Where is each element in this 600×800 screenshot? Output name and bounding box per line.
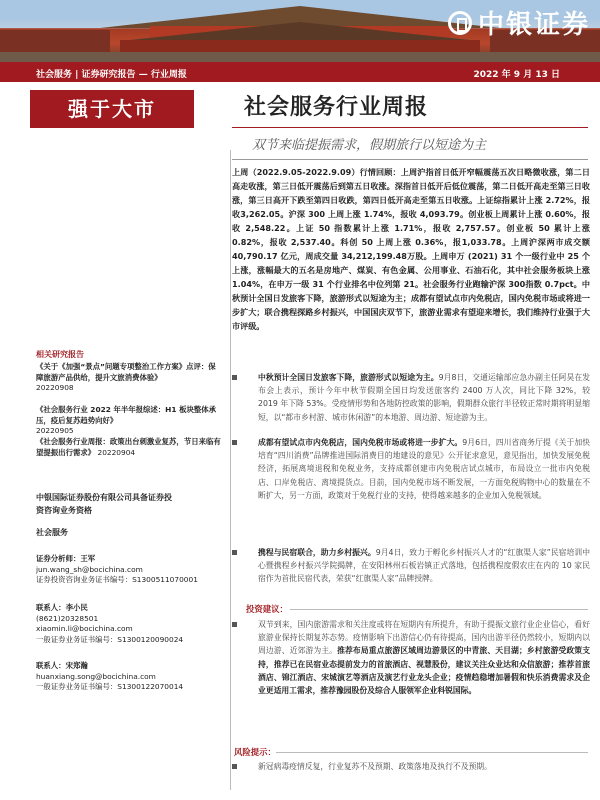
analyst-block <box>36 661 222 693</box>
report-subtitle: 双节来临提振需求，假期旅行以短途为主 <box>252 138 487 153</box>
related-heading: 相关研究报告 <box>36 350 84 359</box>
title-divider <box>232 127 588 128</box>
report-date: 2022 年 9 月 13 日 <box>473 70 560 80</box>
invest-heading: 投资建议： <box>246 604 288 614</box>
company-logo <box>448 4 590 41</box>
page-title: 社会服务行业周报 <box>244 94 429 120</box>
bullet-heading: 携程与民宿联合，助力乡村振兴。 <box>258 548 376 557</box>
related-item[interactable] <box>36 362 222 394</box>
sector-label: 社会服务 <box>36 528 68 537</box>
analyst-block <box>36 603 222 645</box>
bullet-item <box>232 546 590 586</box>
subtitle-divider <box>232 159 588 160</box>
section-divider <box>276 752 588 753</box>
bullet-icon <box>232 375 237 380</box>
analyst-cert: 一般证券业务证书编号：S1300120090024 <box>36 634 184 644</box>
column-divider <box>230 150 231 790</box>
bullet-icon <box>232 764 237 769</box>
bullet-heading: 成都有望试点市内免税店，国内免税市场或将进一步扩大。 <box>258 438 463 447</box>
analyst-block <box>36 554 222 586</box>
rating-badge: 强于大市 <box>30 90 194 128</box>
invest-recommendations: 推荐布局重点旅游区域周边游景区的中青旅、天目湖；乡村旅游受政策支持，推荐已在民宿业态提前发力的首旅酒店、视慧股份，建议关注众业达和众信旅游；推荐首旅酒店、锦江酒店、宋城演艺等酒店及演艺行业龙头企业；疫情趋稳增加暑假和快乐消费需求及企业更适用工需求，推荐豫园股份及综合人服领军企业科锐国际。 <box>258 646 591 696</box>
analyst-role: 联系人： <box>36 603 66 612</box>
risk-body: 新冠病毒疫情反复，行业复苏不及预期、政策落地及执行不及预期。 <box>258 762 492 771</box>
related-title: 《社会服务行业周报：政策出台刺激业复苏，节日来临有望提振出行需求》 <box>36 437 221 457</box>
analyst-email[interactable]: huanxiang.song@bocichina.com <box>36 671 156 681</box>
bullet-body: 9月6日，四川省商务厅提《关于加快培育“四川消费”品牌推进国际消费目的地建设的意见》公开征求意见，意见指出，加快发展免税经济，拓展离境退税和免税业务，支持成都创建市内免税店试点城市，布局设立一批市内免税店、口岸免税店、离境提货点。目前，国内免税市场不断发展，一方面免税购物中心的数量在不断扩大，另一方面，政策对于免税行业的支持，使得越来越多的企业加入免税领域。 <box>258 438 591 500</box>
bullet-icon <box>232 550 237 555</box>
bullet-item <box>232 371 590 424</box>
analyst-role: 证券分析师： <box>36 554 81 563</box>
bullet-item <box>232 618 590 697</box>
bullet-item <box>232 760 590 773</box>
disclaimer: 中银国际证券股份有限公司具备证券投资咨询业务资格 <box>36 493 172 515</box>
analyst-cert: 一般证券业务证书编号：S1300122070014 <box>36 682 184 691</box>
related-title: 《社会服务行业 2022 年半年报综述：H1 板块整体承压，疫后复苏趋势向好》 <box>36 405 217 425</box>
related-item[interactable] <box>36 437 222 458</box>
bullet-icon <box>232 440 237 445</box>
analyst-name: 宋郑瀚 <box>65 661 88 670</box>
summary-paragraph: 上周（2022.9.05-2022.9.09）行情回顾：上周沪指首日低开窄幅震荡五次日略微收涨，第二日高走收涨，第三日低开震荡后到第五日收涨。深指首日低开后低位震荡，第二日低开高走至第三日收涨，第三日高开下跌至第四日收跌，第四日低开高走至第五日收涨。上证综指累计上涨 2.72%，报收3,262.05。沪深 300 上周上涨 1.74%，报收 4,093.79。创业板上周累计上涨 0.60%，报收 2,548.22。上证 50 指数累计上涨 1.71%，报收 2,757.57。创业板 50 累计上涨 0.82%，报收 2,537.40。科创 50 上周上涨 0.36%，报1,033.78。上周沪深两市成交额 40,790.17 亿元，周成交量 34,212,199.48万股。上周申万 (2021) 31 个一级行业中 25 个上涨，涨幅最大的五名是房地产、煤炭、有色金属、公用事业、石油石化，其中社会服务板块上涨 1.04%，在申万一级 31 个行业排名中位列第 21。社会服务行业跑输沪深 300指数 0.7pct。中秋预计全国日发旅客下降，旅游形式以短途为主；成都有望试点市内免税店，国内免税市场或将进一步扩大；联合携程探路乡村振兴，中国国庆双节下，旅游业需求有望迎来增长，我们维持行业强于大市评级。 <box>232 167 590 331</box>
analyst-email[interactable]: xiaomin.li@bocichina.com <box>36 624 133 633</box>
risk-heading: 风险提示： <box>234 747 276 757</box>
bullet-heading: 中秋预计全国日发旅客下降，旅游形式以短途为主。 <box>258 373 439 382</box>
analyst-role: 联系人： <box>36 661 66 670</box>
section-divider <box>290 609 588 610</box>
related-item[interactable] <box>36 405 222 437</box>
analyst-name: 李小民 <box>65 603 88 612</box>
analyst-phone: (8621)20328501 <box>36 613 99 623</box>
logo-text: 中银证券 <box>477 10 590 40</box>
related-title: 《关于《加强“景点”问题专项整治工作方案》点评：保障旅游产品供给，提升文旅消费体验》 <box>36 362 216 382</box>
analyst-cert: 证券投资咨询业务证书编号：S1300511070001 <box>36 575 198 584</box>
related-date: 20220905 <box>36 426 74 435</box>
invest-body: 双节到来，国内旅游需求和关注度或将在短期内有所提升，有助于提振文旅行业企业信心，看好旅游业保持长期复苏态势。疫情影响下出游信心仍有待提高，国内出游半径仍然较小，短期内以周边游、近郊游为主。 <box>258 620 590 656</box>
bullet-body: 9月8日，交通运输部应急办副主任阿昊在发布会上表示，预计今年中秋节假期全国日均发送旅客约 2400 万人次，同比下降 32%，较 2019 年下降 53%。受疫情形势和各地防控政策的影响，假期群众旅行半径较正常时期将明显缩短，以“都市乡村游、城市休闲游”的本地游、周边游、短途游为主。 <box>258 373 591 422</box>
bullet-icon <box>232 622 237 627</box>
analyst-name: 王军 <box>80 554 96 563</box>
related-date: 20220908 <box>36 383 74 392</box>
related-date: 20220904 <box>97 447 136 457</box>
bullet-body: 9月4日，致力于孵化乡村振兴人才的“红旗渠人家”民宿培训中心暨携程乡村振兴学院揭牌，在安阳林州石板岩镇正式落地，包括携程度假农庄在内的 10 家民宿作为首批民宿代表，荣获“红旗渠人家”品牌授牌。 <box>258 548 591 584</box>
breadcrumb: 社会服务 | 证券研究报告 — 行业周报 <box>36 70 187 80</box>
analyst-email[interactable]: jun.wang_sh@bocichina.com <box>36 564 143 574</box>
bullet-item <box>232 436 590 502</box>
header-banner-photo <box>0 0 600 62</box>
header-bar <box>0 62 600 82</box>
logo-icon <box>448 11 472 35</box>
